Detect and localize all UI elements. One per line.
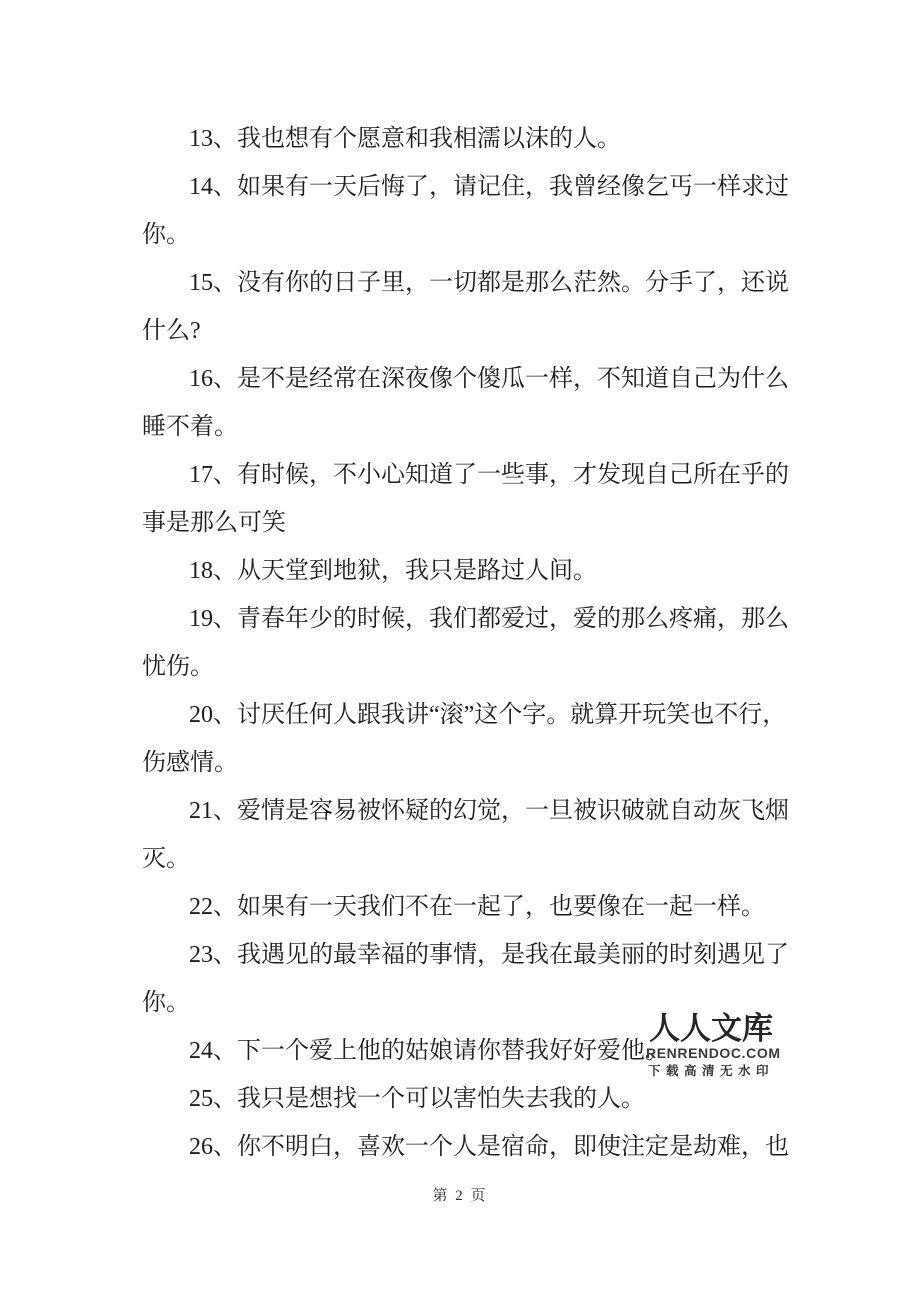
quote-line: 20、讨厌任何人跟我讲“滚”这个字。就算开玩笑也不行， bbox=[189, 702, 787, 728]
quote-line: 26、你不明白，喜欢一个人是宿命，即使注定是劫难，也 bbox=[189, 1134, 789, 1160]
quote-line: 16、是不是经常在深夜像个傻瓜一样，不知道自己为什么 bbox=[189, 366, 789, 392]
quote-line-continuation: 事是那么可笑 bbox=[142, 510, 286, 536]
watermark bbox=[646, 1011, 781, 1078]
quote-line: 19、青春年少的时候，我们都爱过，爱的那么疼痛，那么 bbox=[189, 606, 789, 632]
quote-line-continuation: 你。 bbox=[142, 990, 190, 1016]
quote-line-continuation: 睡不着。 bbox=[142, 414, 238, 440]
quote-line: 13、我也想有个愿意和我相濡以沫的人。 bbox=[189, 126, 621, 152]
quote-line: 25、我只是想找一个可以害怕失去我的人。 bbox=[189, 1086, 645, 1112]
watermark-tagline: 下载高清无水印 bbox=[647, 1064, 774, 1078]
quote-line-continuation: 伤感情。 bbox=[142, 750, 238, 776]
quote-line: 17、有时候，不小心知道了一些事，才发现自己所在乎的 bbox=[189, 462, 789, 488]
watermark-logo-text: 人人文库 bbox=[649, 1011, 773, 1046]
quote-line: 14、如果有一天后悔了，请记住，我曾经像乞丐一样求过 bbox=[189, 174, 789, 200]
quote-line: 15、没有你的日子里，一切都是那么茫然。分手了，还说 bbox=[189, 270, 789, 296]
quote-line: 21、爱情是容易被怀疑的幻觉，一旦被识破就自动灰飞烟 bbox=[189, 798, 789, 824]
watermark-domain: RENRENDOC.COM bbox=[646, 1045, 781, 1061]
quote-line: 22、如果有一天我们不在一起了，也要像在一起一样。 bbox=[189, 894, 765, 920]
quote-line: 24、下一个爱上他的姑娘请你替我好好爱他。 bbox=[189, 1038, 669, 1064]
quote-line-continuation: 什么? bbox=[142, 318, 201, 344]
quote-line-continuation: 忧伤。 bbox=[142, 654, 214, 680]
quote-line: 23、我遇见的最幸福的事情，是我在最美丽的时刻遇见了 bbox=[189, 942, 789, 968]
quote-line-continuation: 你。 bbox=[142, 222, 190, 248]
page-number: 第 2 页 bbox=[432, 1188, 488, 1204]
quote-line-continuation: 灭。 bbox=[142, 846, 190, 872]
quote-line: 18、从天堂到地狱，我只是路过人间。 bbox=[189, 558, 597, 584]
